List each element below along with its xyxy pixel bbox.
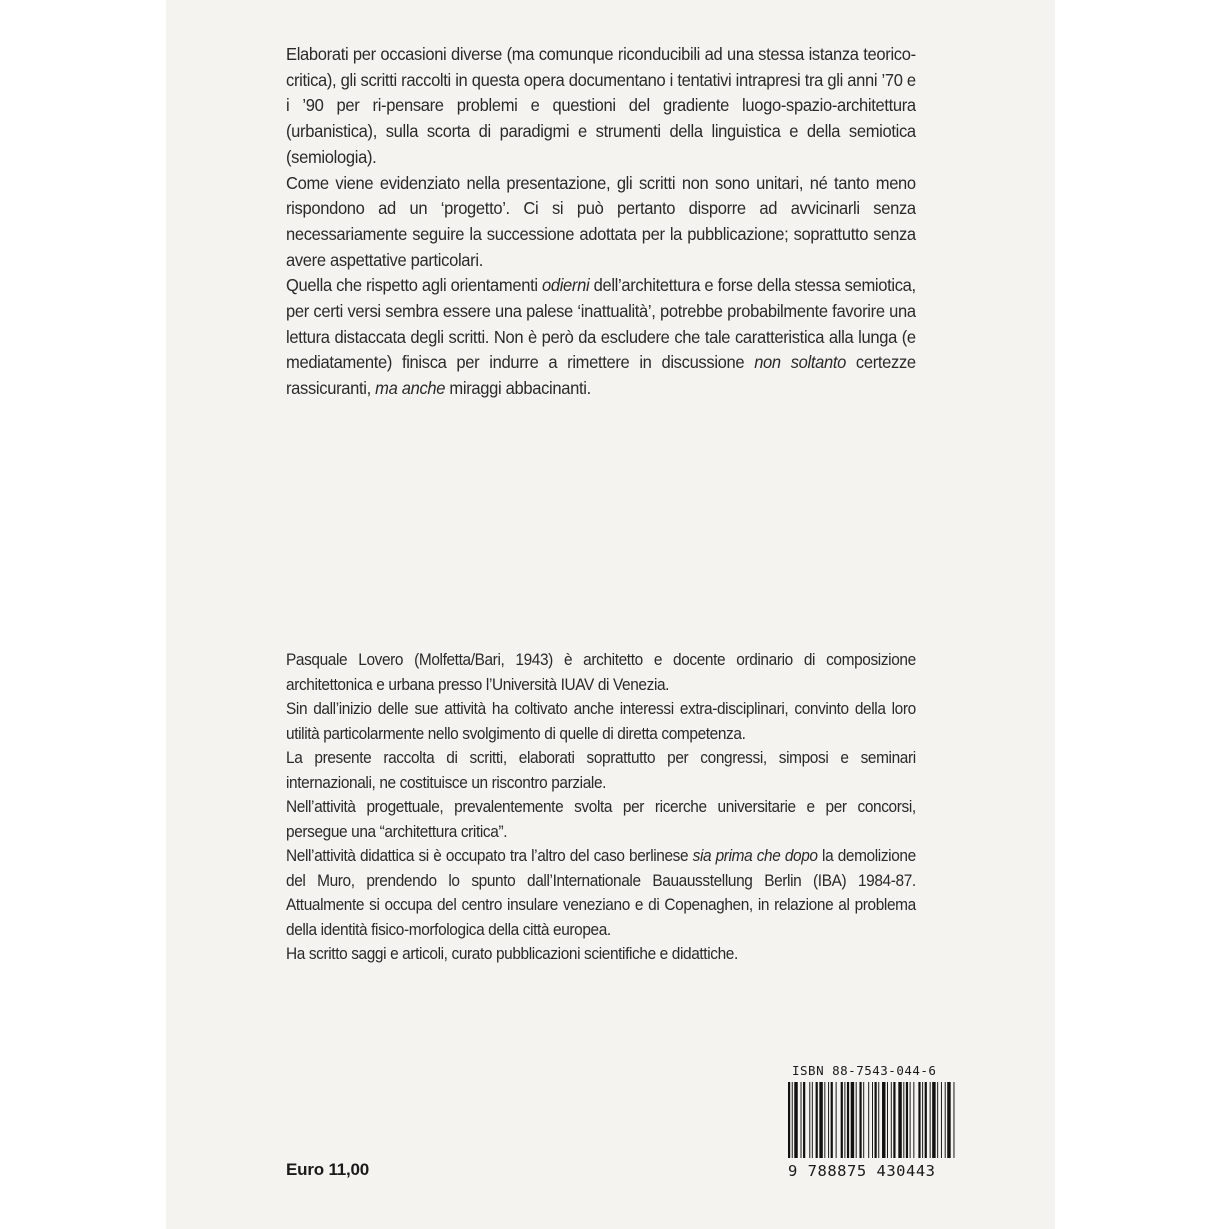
author-bio: [286, 648, 916, 967]
barcode-bar: [893, 1082, 895, 1158]
barcode-bar: [903, 1082, 904, 1158]
abstract-paragraph-3: [286, 273, 916, 402]
barcode-bar: [828, 1082, 829, 1158]
barcode: [788, 1082, 956, 1158]
barcode-bar: [891, 1082, 892, 1158]
barcode-bar: [913, 1082, 914, 1158]
barcode-bar: [847, 1082, 849, 1158]
barcode-bar: [803, 1082, 805, 1158]
barcode-bar: [844, 1082, 845, 1158]
abstract-emphasis: odierni: [541, 275, 590, 296]
barcode-bar: [794, 1082, 797, 1158]
barcode-bar: [887, 1082, 888, 1158]
price-label: Euro 11,00: [286, 1160, 370, 1179]
barcode-bar: [878, 1082, 879, 1158]
barcode-bar: [831, 1082, 833, 1158]
barcode-bar: [882, 1082, 885, 1158]
ean-number: 9 788875 430443: [788, 1162, 936, 1180]
barcode-bar: [792, 1082, 793, 1158]
abstract-text-span: Quella che rispetto agli orientamenti: [286, 275, 542, 296]
barcode-bar: [859, 1082, 861, 1158]
bio-text-span: Nell’attività didattica si è occupato tra l’altro del caso berlinese: [286, 847, 693, 865]
abstract-emphasis: non soltanto: [754, 352, 847, 373]
abstract-text: [286, 42, 916, 402]
barcode-bar: [801, 1082, 802, 1158]
abstract-paragraph-1: Elaborati per occasioni diverse (ma comunque riconducibili ad una stessa istanza teorico-critica), gli scritti raccolti in questa opera documentano i tentativi intrapresi tra gli anni ’70 e i ’90 per ri-pensare problemi e questioni del gradiente luogo-spazio-architettura (urbanistica), sulla scorta di paradigmi e strumenti della linguistica e della semiotica (semiologia).: [286, 44, 916, 167]
barcode-bar: [925, 1082, 927, 1158]
barcode-bar: [788, 1082, 790, 1158]
abstract-text-span: certezze rassicuranti,: [286, 352, 916, 399]
barcode-bar: [898, 1082, 901, 1158]
barcode-bar: [918, 1082, 920, 1158]
bio-paragraph-3: La presente raccolta di scritti, elaborati soprattutto per congressi, simposi e seminari internazionali, ne costituisce un riscontro parziale.: [286, 749, 916, 792]
barcode-bar: [851, 1082, 854, 1158]
barcode-bar: [812, 1082, 813, 1158]
barcode-bar: [841, 1082, 843, 1158]
barcode-bar: [872, 1082, 873, 1158]
barcode-bar: [906, 1082, 908, 1158]
isbn-label: ISBN 88-7543-044-6: [792, 1063, 937, 1078]
bio-text-span: la demolizione del Muro, prendendo lo spunto dall’Internationale Bauausstellung Berlin (IBA) 1984-87. Attualmente si occupa del centro insulare veneziano e di Copenaghen, in relazione al problema della identità fisico-morfologica della città europea.: [286, 847, 916, 939]
barcode-bar: [941, 1082, 942, 1158]
barcode-bar: [945, 1082, 946, 1158]
barcode-bar: [947, 1082, 950, 1158]
barcode-bar: [922, 1082, 923, 1158]
barcode-bar: [819, 1082, 822, 1158]
bio-paragraph-4: Nell’attività progettuale, prevalentemente svolta per ricerche universitarie e per concorsi, persegue una “architettura critica”.: [286, 798, 916, 841]
bio-paragraph-5: [286, 844, 916, 942]
bio-paragraph-6: Ha scritto saggi e articoli, curato pubblicazioni scientifiche e didattiche.: [286, 945, 738, 963]
abstract-text-span: dell’architettura e forse della stessa semiotica, per certi versi sembra essere una palese ‘inattualità’, potrebbe probabilmente favorire una lettura distaccata degli scritti. Non è però da escludere che tale caratteristica alla lunga (e mediatamente) finisca per indurre a rimettere in discussione: [286, 275, 916, 373]
bio-paragraph-2: Sin dall’inizio delle sue attività ha coltivato anche interessi extra-disciplinari, convinto della loro utilità particolarmente nello svolgimento di quelle di diretta competenza.: [286, 700, 916, 743]
barcode-bar: [816, 1082, 818, 1158]
barcode-bar: [856, 1082, 857, 1158]
barcode-bar: [868, 1082, 869, 1158]
barcode-bar: [953, 1082, 954, 1158]
barcode-bar: [930, 1082, 931, 1158]
barcode-bar: [932, 1082, 935, 1158]
abstract-emphasis: ma anche: [375, 378, 446, 399]
barcode-bar: [937, 1082, 938, 1158]
barcode-bar: [863, 1082, 864, 1158]
barcode-bar: [809, 1082, 810, 1158]
bio-emphasis: sia prima che dopo: [692, 847, 818, 865]
bio-paragraph-1: Pasquale Lovero (Molfetta/Bari, 1943) è architetto e docente ordinario di composizione architettonica e urbana presso l’Università IUAV di Venezia.: [286, 651, 916, 694]
abstract-paragraph-2: Come viene evidenziato nella presentazione, gli scritti non sono unitari, né tanto meno rispondono ad un ‘progetto’. Ci si può pertanto disporre ad avvicinarli senza necessariamente seguire la successione adottata per la pubblicazione; soprattutto senza avere aspettative particolari.: [286, 172, 916, 270]
barcode-bar: [836, 1082, 837, 1158]
barcode-bar: [875, 1082, 877, 1158]
barcode-bar: [824, 1082, 825, 1158]
barcode-bar: [910, 1082, 911, 1158]
abstract-text-span: miraggi abbacinanti.: [445, 378, 591, 399]
back-cover: [166, 0, 1055, 1229]
